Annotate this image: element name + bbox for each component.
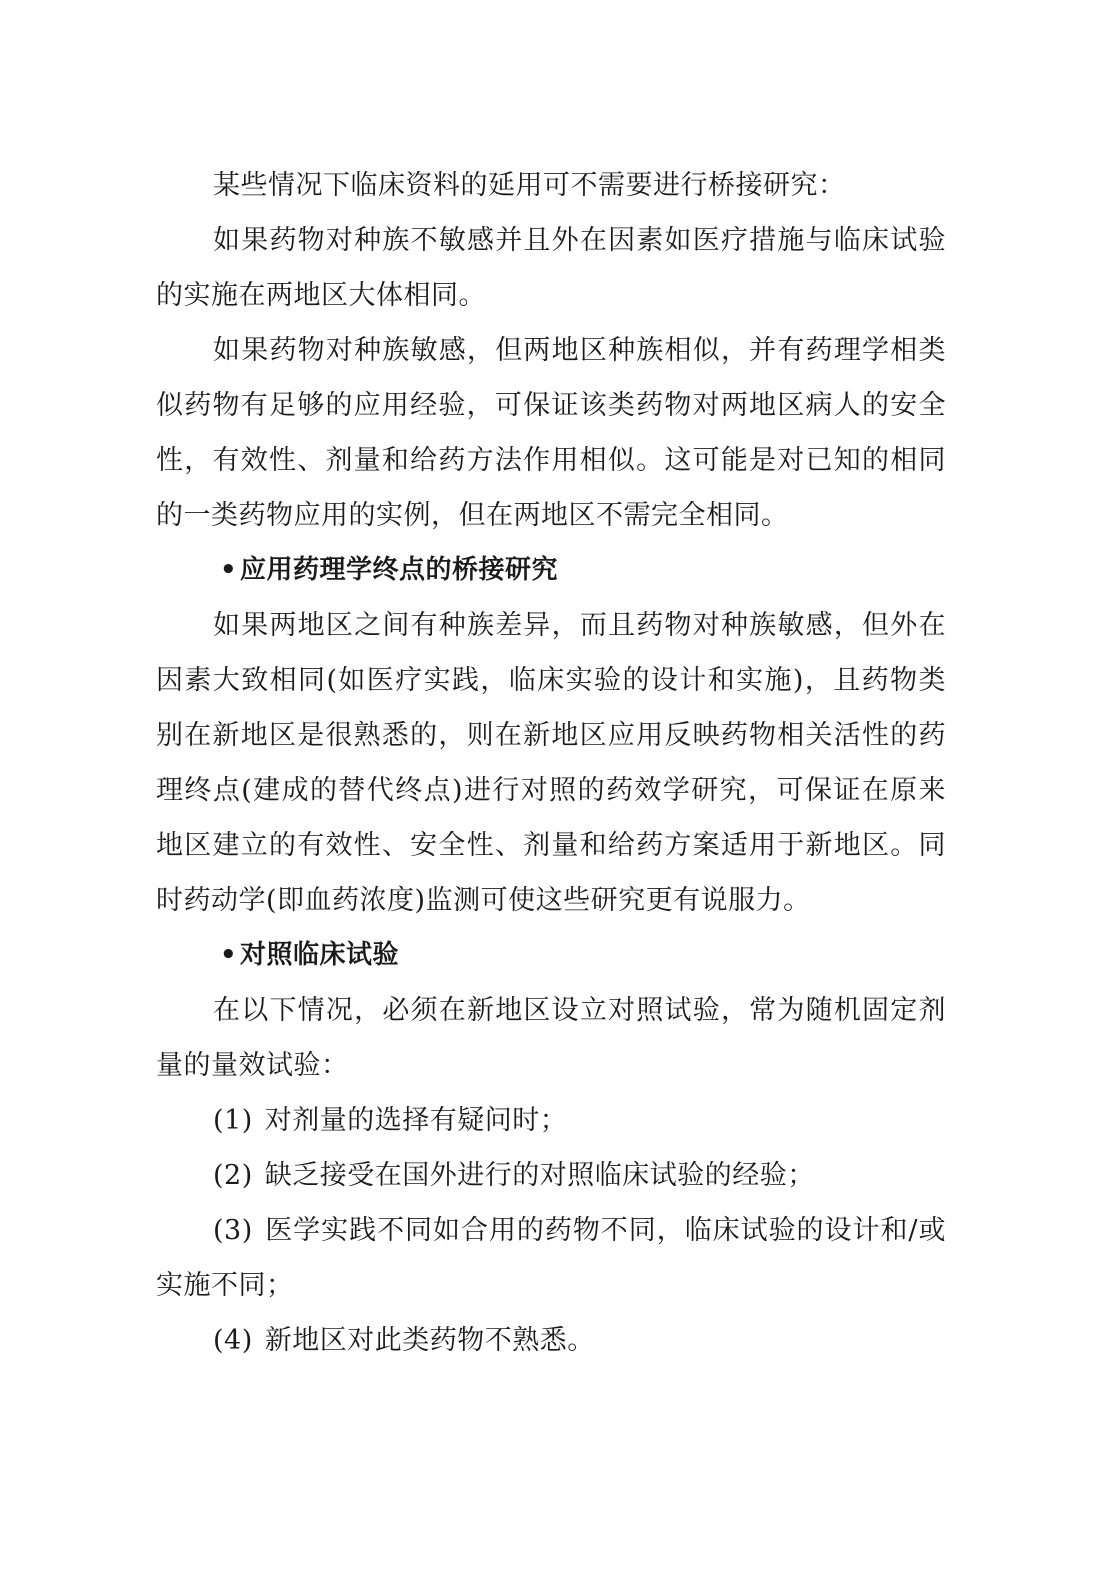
list-item [156, 1093, 946, 1148]
paragraph-pharmacology-bridging: 如果两地区之间有种族差异，而且药物对种族敏感，但外在因素大致相同(如医疗实践，临床实验的设计和实施)，且药物类别在新地区是很熟悉的，则在新地区应用反映药物相关活性的药理终点(建成的替代终点)进行对照的药效学研究，可保证在原来地区建立的有效性、安全性、剂量和给药方案适用于新地区。同时药动学(即血药浓度)监测可使这些研究更有说服力。 [156, 610, 946, 916]
list-item-text: 新地区对此类药物不熟悉。 [264, 1325, 595, 1356]
section-heading-controlled-trial [156, 928, 946, 983]
section-heading-pharmacology [156, 543, 946, 598]
list-item [156, 1203, 946, 1313]
paragraph-controlled-trial: 在以下情况，必须在新地区设立对照试验，常为随机固定剂量的量效试验： [156, 995, 946, 1081]
paragraph-race-sensitive: 如果药物对种族敏感，但两地区种族相似，并有药理学相类似药物有足够的应用经验，可保证该类药物对两地区病人的安全性，有效性、剂量和给药方法作用相似。这可能是对已知的相同的一类药物应用的实例，但在两地区不需完全相同。 [156, 335, 946, 531]
document-page [156, 158, 946, 1368]
heading-text: 对照临床试验 [240, 940, 400, 970]
list-item-number: (2) [213, 1160, 253, 1191]
bullet-icon: • [220, 940, 238, 970]
list-item-number: (4) [213, 1325, 253, 1356]
paragraph-intro: 某些情况下临床资料的延用可不需要进行桥接研究： [213, 170, 846, 201]
paragraph-race-insensitive: 如果药物对种族不敏感并且外在因素如医疗措施与临床试验的实施在两地区大体相同。 [156, 225, 946, 311]
list-item [156, 1148, 946, 1203]
list-item [156, 1313, 946, 1368]
list-item-number: (3) [213, 1215, 253, 1246]
list-item-text: 对剂量的选择有疑问时； [264, 1105, 568, 1136]
heading-text: 应用药理学终点的桥接研究 [240, 555, 559, 585]
list-item-number: (1) [213, 1105, 253, 1136]
list-item-text: 缺乏接受在国外进行的对照临床试验的经验； [264, 1160, 815, 1191]
list-item-text: 医学实践不同如合用的药物不同，临床试验的设计和/或实施不同； [156, 1215, 946, 1301]
bullet-icon: • [220, 555, 238, 585]
